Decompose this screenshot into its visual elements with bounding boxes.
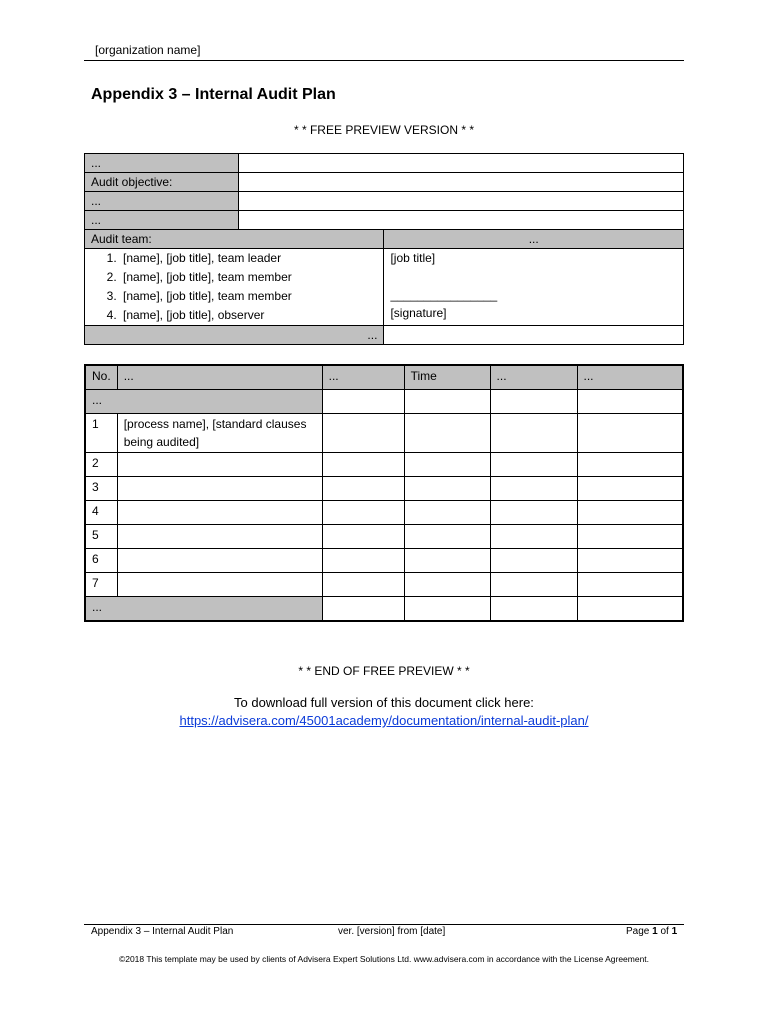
- table-cell[interactable]: [404, 549, 490, 573]
- table-row: [85, 525, 683, 549]
- column-header-time: Time: [404, 365, 490, 390]
- row-number: 7: [85, 573, 117, 597]
- table-cell[interactable]: [404, 453, 490, 477]
- table-row: [85, 453, 683, 477]
- table-cell[interactable]: [404, 477, 490, 501]
- page-total: 1: [671, 926, 678, 937]
- table-cell[interactable]: [322, 453, 404, 477]
- table-cell[interactable]: [490, 453, 577, 477]
- audit-plan-table: [84, 364, 684, 622]
- column-header-no: No.: [85, 365, 117, 390]
- signature-placeholder: [signature]: [390, 306, 447, 320]
- page-of: of: [660, 926, 669, 937]
- download-text: To download full version of this document click here:: [234, 695, 534, 710]
- table-cell[interactable]: [322, 597, 404, 622]
- audit-team-list: [89, 249, 379, 325]
- table-cell[interactable]: [490, 501, 577, 525]
- column-header: ...: [490, 365, 577, 390]
- audit-team-right-header: ...: [384, 230, 684, 249]
- table-cell[interactable]: [404, 414, 490, 453]
- audit-objective-label: Audit objective:: [85, 173, 239, 192]
- info-value[interactable]: [238, 211, 683, 230]
- table-cell[interactable]: [577, 390, 683, 414]
- team-member-item: 4. [name], [job title], observer: [120, 306, 379, 325]
- process-cell[interactable]: [process name], [standard clauses being audited]: [117, 414, 322, 453]
- end-preview-notice: * * END OF FREE PREVIEW * *: [298, 664, 470, 678]
- info-footer-row: [85, 326, 684, 345]
- table-cell[interactable]: [577, 525, 683, 549]
- table-cell[interactable]: [322, 573, 404, 597]
- table-cell[interactable]: [577, 597, 683, 622]
- info-label: ...: [85, 211, 239, 230]
- table-cell[interactable]: [577, 453, 683, 477]
- info-label: ...: [85, 192, 239, 211]
- column-header: ...: [322, 365, 404, 390]
- download-link[interactable]: https://advisera.com/45001academy/documentation/internal-audit-plan/: [179, 713, 589, 728]
- team-member-item: 3. [name], [job title], team member: [120, 287, 379, 306]
- table-cell[interactable]: [322, 501, 404, 525]
- section-label: ...: [85, 390, 322, 414]
- table-cell[interactable]: [490, 414, 577, 453]
- row-number: 6: [85, 549, 117, 573]
- table-cell[interactable]: [577, 573, 683, 597]
- job-title-placeholder: [job title]: [390, 251, 436, 265]
- table-cell[interactable]: [322, 414, 404, 453]
- info-footer-label: ...: [85, 326, 384, 345]
- table-cell[interactable]: [490, 477, 577, 501]
- plan-section-row: [85, 390, 683, 414]
- organization-name: [organization name]: [95, 43, 201, 57]
- table-cell[interactable]: [404, 573, 490, 597]
- process-cell[interactable]: [117, 453, 322, 477]
- plan-footer-row: [85, 597, 683, 622]
- process-cell[interactable]: [117, 525, 322, 549]
- footer-page-number: [626, 926, 677, 937]
- audit-team-header-row: [85, 230, 684, 249]
- row-number: 5: [85, 525, 117, 549]
- page-current: 1: [652, 926, 658, 937]
- table-row: [85, 477, 683, 501]
- info-row: [85, 173, 684, 192]
- table-cell[interactable]: [322, 549, 404, 573]
- section-label: ...: [85, 597, 322, 622]
- process-cell[interactable]: [117, 549, 322, 573]
- page-word: Page: [626, 926, 650, 937]
- info-label: ...: [85, 154, 239, 173]
- row-number: 4: [85, 501, 117, 525]
- info-row: [85, 154, 684, 173]
- row-number: 1: [85, 414, 117, 453]
- plan-header-row: [85, 365, 683, 390]
- table-cell[interactable]: [490, 525, 577, 549]
- table-cell[interactable]: [404, 501, 490, 525]
- info-footer-value[interactable]: [384, 326, 684, 345]
- table-cell[interactable]: [490, 573, 577, 597]
- info-value[interactable]: [238, 154, 683, 173]
- table-cell[interactable]: [577, 549, 683, 573]
- document-title: Appendix 3 – Internal Audit Plan: [91, 86, 336, 103]
- team-member-item: 1. [name], [job title], team leader: [120, 249, 379, 268]
- column-header: ...: [577, 365, 683, 390]
- column-header: ...: [117, 365, 322, 390]
- table-cell[interactable]: [490, 549, 577, 573]
- table-row: [85, 501, 683, 525]
- table-row: [85, 549, 683, 573]
- table-cell[interactable]: [577, 501, 683, 525]
- audit-team-row: [85, 249, 684, 326]
- footer-version: ver. [version] from [date]: [338, 926, 446, 937]
- footer-document-title: Appendix 3 – Internal Audit Plan: [91, 926, 234, 937]
- table-cell[interactable]: [404, 597, 490, 622]
- table-row: [85, 573, 683, 597]
- table-cell[interactable]: [322, 477, 404, 501]
- table-cell[interactable]: [577, 414, 683, 453]
- process-cell[interactable]: [117, 477, 322, 501]
- table-cell[interactable]: [322, 390, 404, 414]
- table-cell[interactable]: [490, 597, 577, 622]
- info-row: [85, 211, 684, 230]
- audit-objective-value[interactable]: [238, 173, 683, 192]
- row-number: 3: [85, 477, 117, 501]
- table-cell[interactable]: [404, 525, 490, 549]
- audit-info-table: [84, 153, 684, 345]
- table-cell[interactable]: [404, 390, 490, 414]
- audit-team-members-cell: [85, 249, 384, 326]
- process-cell[interactable]: [117, 573, 322, 597]
- copyright-notice: ©2018 This template may be used by clients of Advisera Expert Solutions Ltd. www.advisera.com in accordance with the License Agreement.: [118, 954, 650, 964]
- info-row: [85, 192, 684, 211]
- row-number: 2: [85, 453, 117, 477]
- free-preview-notice: * * FREE PREVIEW VERSION * *: [293, 123, 475, 137]
- process-cell[interactable]: [117, 501, 322, 525]
- audit-team-label: Audit team:: [85, 230, 384, 249]
- download-link-wrapper: [84, 713, 684, 728]
- signature-line: ________________: [390, 288, 498, 302]
- table-cell[interactable]: [322, 525, 404, 549]
- team-member-item: 2. [name], [job title], team member: [120, 268, 379, 287]
- footer-divider: [84, 924, 684, 925]
- header-divider: [84, 60, 684, 61]
- table-cell[interactable]: [490, 390, 577, 414]
- table-cell[interactable]: [577, 477, 683, 501]
- signature-cell: [384, 249, 684, 326]
- info-value[interactable]: [238, 192, 683, 211]
- table-row: [85, 414, 683, 453]
